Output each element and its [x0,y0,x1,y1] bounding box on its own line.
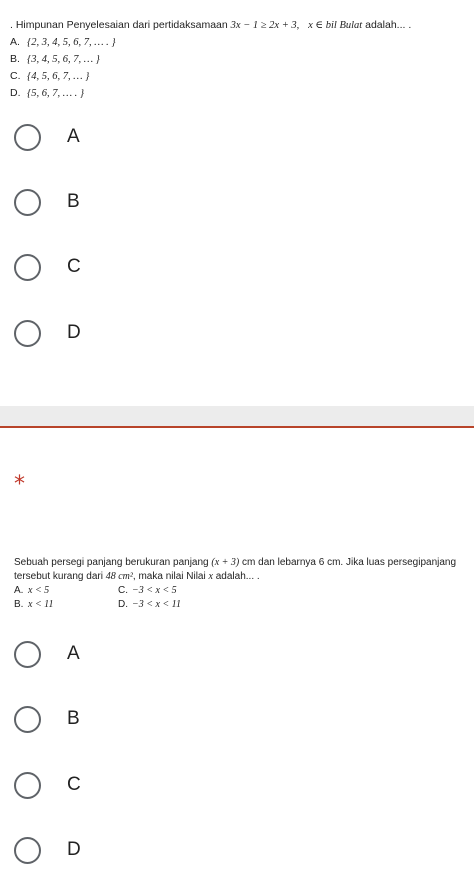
question-2-variable: x [208,571,213,582]
option-value: x < 5 [28,585,50,596]
question-2-line-2 [14,570,470,584]
choice-label: C [67,774,81,795]
question-2-text: Sebuah persegi panjang berukuran panjang [14,557,209,568]
question-1-option-d [10,85,470,102]
question-1-option-a [10,34,470,51]
choice-label: D [67,322,81,343]
question-2-text-2: tersebut kurang dari [14,571,103,582]
option-value: {5, 6, 7, … . } [27,88,85,99]
choice-label: A [67,126,80,147]
choice-label: B [67,191,80,212]
radio-button[interactable] [14,254,41,281]
question-1-choice-c[interactable] [14,247,81,287]
question-1-inequality: 3x − 1 ≥ 2x + 3, [230,20,300,31]
section-divider-line [0,426,474,428]
question-1-prefix: . [10,19,13,31]
option-value: −3 < x < 11 [132,599,181,610]
option-value: x < 11 [28,599,54,610]
choice-label: D [67,839,81,860]
question-2-choice-d[interactable] [14,830,81,870]
radio-button[interactable] [14,189,41,216]
question-2-option-a [14,584,118,598]
option-value: −3 < x < 5 [132,585,177,596]
required-asterisk: * [14,472,25,497]
question-1-option-b [10,51,470,68]
question-1-choice-b[interactable] [14,182,80,222]
question-2-choice-b[interactable] [14,699,80,739]
radio-button[interactable] [14,837,41,864]
question-1-suffix: adalah... . [365,19,412,31]
option-label: D. [10,87,21,99]
option-label: B. [10,53,20,65]
option-value: {4, 5, 6, 7, … } [27,71,90,82]
question-2 [14,556,470,612]
question-1-choice-d[interactable] [14,313,81,353]
question-2-options [14,584,470,612]
choice-label: B [67,708,80,729]
choice-label: A [67,643,80,664]
option-label: C. [118,585,128,596]
option-label: D. [118,599,128,610]
radio-button[interactable] [14,641,41,668]
question-2-text-cont: cm dan lebarnya 6 cm. Jika luas persegipanjang [242,557,457,568]
question-2-text-3: , maka nilai Nilai [132,571,206,582]
question-2-suffix: adalah... . [215,571,260,582]
question-1-option-c [10,68,470,85]
option-label: C. [10,70,21,82]
radio-button[interactable] [14,124,41,151]
question-1-stem [10,17,470,34]
option-label: A. [14,585,24,596]
radio-button[interactable] [14,772,41,799]
question-2-choice-a[interactable] [14,634,80,674]
question-2-option-b [14,598,118,612]
question-2-line-1 [14,556,470,570]
choice-label: C [67,256,81,277]
question-1-choice-a[interactable] [14,117,80,157]
question-2-choice-c[interactable] [14,765,81,805]
question-2-option-d [118,598,268,612]
section-separator [0,406,474,426]
question-2-option-c [118,584,268,598]
radio-button[interactable] [14,320,41,347]
question-1-text: Himpunan Penyelesaian dari pertidaksamaan [15,19,228,31]
option-value: {2, 3, 4, 5, 6, 7, … . } [27,37,116,48]
question-1 [10,17,470,102]
option-value: {3, 4, 5, 6, 7, … } [27,54,100,65]
question-2-length: (x + 3) [211,557,240,568]
option-label: A. [10,36,20,48]
question-1-domain: x ∈ bil Bulat [308,20,363,31]
question-2-area: 48 cm² [105,571,133,582]
radio-button[interactable] [14,706,41,733]
option-label: B. [14,599,24,610]
